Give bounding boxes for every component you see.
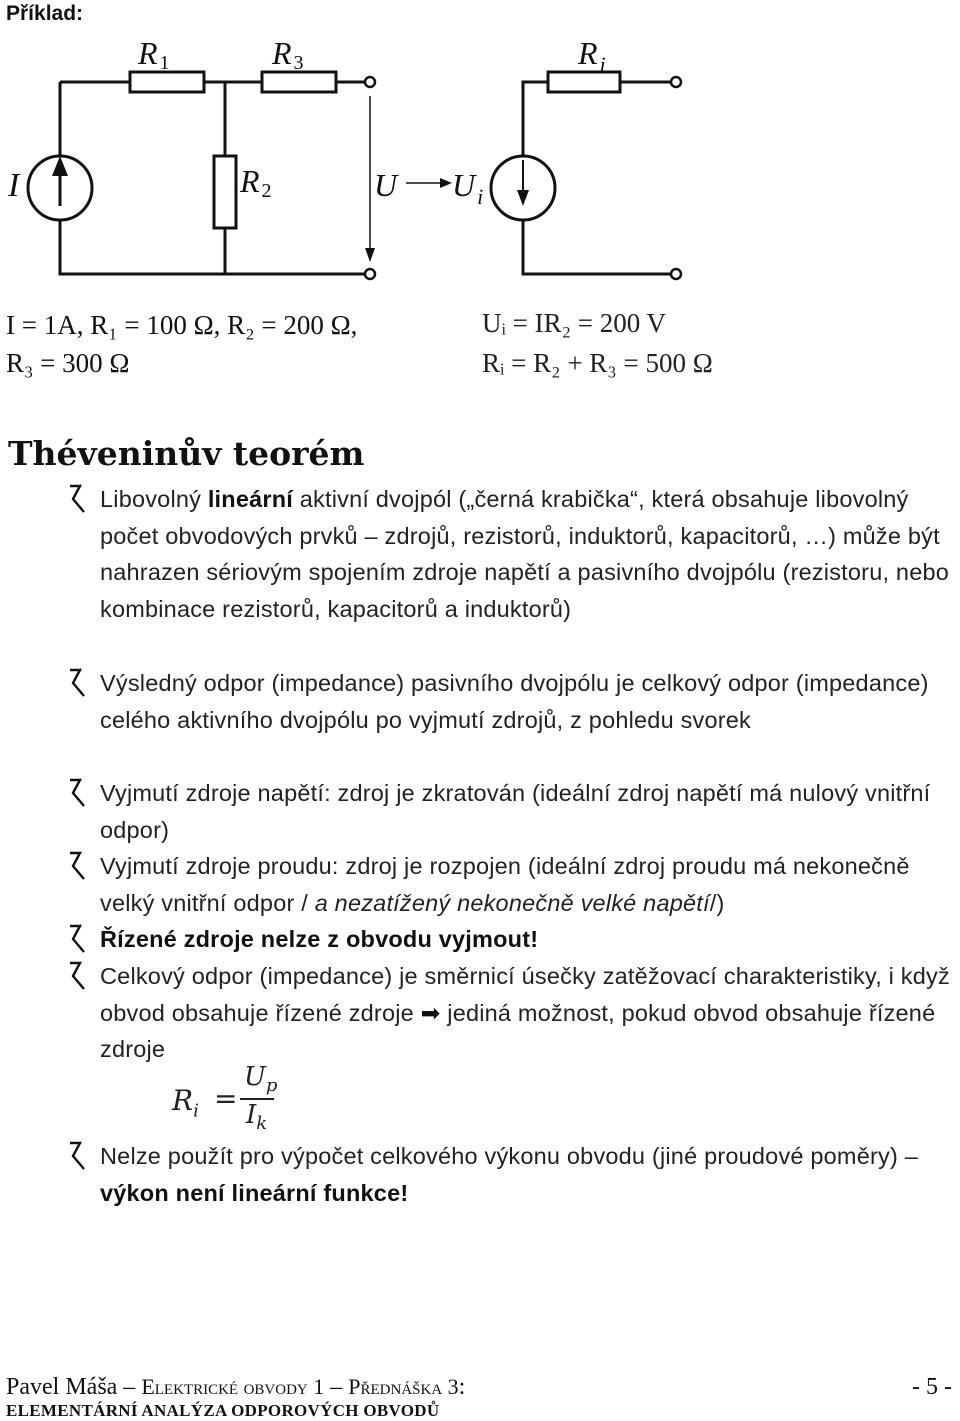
bullet-icon <box>68 924 86 954</box>
formula-denominator: $I_k$ <box>246 1100 268 1135</box>
terminal <box>365 77 375 87</box>
bullet-item-6: Celkový odpor (impedance) je směrnicí úsečky zatěžovací charakteristiky, i když obvod obsahuje řízené zdroje ➡ jediná možnost, pokud obvod obsahuje řízené zdroje <box>100 963 950 1063</box>
resistor-ri <box>548 72 620 92</box>
label-r1: R 1 <box>138 35 170 74</box>
arrow-right-icon: ➡ <box>420 999 441 1026</box>
wire <box>523 218 676 274</box>
terminal <box>671 269 681 279</box>
bullet-item-3: Vyjmutí zdroje napětí: zdroj je zkratován (ideální zdroj napětí má nulový vnitřní odpor) <box>100 780 931 843</box>
resistor-r1 <box>130 72 204 92</box>
formula-equals: = <box>214 1082 238 1115</box>
bullet-item-7: Nelze použít pro výpočet celkového výkonu obvodu (jiné proudové poměry) – výkon není lineární funkce! <box>100 1143 918 1206</box>
bullet-icon <box>68 1141 86 1171</box>
section-heading: Théveninův teorém <box>8 434 365 473</box>
page-number: - 5 - <box>912 1374 952 1400</box>
given-values-line-1: I = 1A, R₁ = 100 Ω, R₂ = 200 Ω, <box>6 310 358 340</box>
result-line-2: Rᵢ = R₂ + R₃ = 500 Ω <box>482 348 713 378</box>
label-voltage-u: U <box>374 167 398 203</box>
given-values-line-2: R₃ = 300 Ω <box>6 348 130 378</box>
bullet-item-4: Vyjmutí zdroje proudu: zdroj je rozpojen (ideální zdroj proudu má nekonečně velký vnitřní odpor / a nezatížený nekonečně velké napětí/) <box>100 853 910 916</box>
terminal <box>671 77 681 87</box>
label-current-source: I <box>8 167 20 204</box>
footer-subtitle: ELEMENTÁRNÍ ANALÝZA ODPOROVÝCH OBVODŮ <box>6 1401 440 1420</box>
example-label: Příklad: <box>6 2 84 25</box>
label-r2: R 2 <box>240 163 272 202</box>
bullet-item-2: Výsledný odpor (impedance) pasivního dvojpólu je celkový odpor (impedance) celého aktivního dvojpólu po vyjmutí zdrojů, z pohledu svorek <box>100 670 929 733</box>
transform-arrowhead <box>440 178 452 188</box>
label-voltage-ui: $U_i$ <box>452 167 484 209</box>
label-r3: R 3 <box>272 35 304 74</box>
bullet-icon <box>68 961 86 991</box>
resistor-r2 <box>214 156 236 228</box>
terminal <box>365 269 375 279</box>
formula-lhs: $R_i$ <box>172 1084 199 1122</box>
resistor-r3 <box>262 72 336 92</box>
label-ri: $R_i$ <box>578 35 606 77</box>
formula-numerator: $U_p$ <box>244 1062 278 1097</box>
bullet-item-5: Řízené zdroje nelze z obvodu vyjmout! <box>100 926 539 952</box>
circuit-diagram <box>0 0 960 300</box>
bullet-icon <box>68 851 86 881</box>
voltage-arrow-u-head <box>365 248 375 262</box>
result-line-1: Uᵢ = IR₂ = 200 V <box>482 308 667 338</box>
bullet-icon <box>68 778 86 808</box>
bullet-icon <box>68 668 86 698</box>
wire <box>523 82 548 158</box>
bullet-icon <box>68 484 86 514</box>
bullet-item-1: Libovolný lineární aktivní dvojpól („černá krabička“, která obsahuje libovolný počet obvodových prvků – zdrojů, rezistorů, induktorů, kapacitorů, …) může být nahrazen sériovým spojením zdroje napětí a pasivního dvojpólu (rezistoru, nebo kombinace rezistorů, kapacitorů a induktorů) <box>100 486 950 622</box>
footer-title: Pavel Máša – Elektrické obvody 1 – Přednáška 3: <box>6 1374 466 1400</box>
